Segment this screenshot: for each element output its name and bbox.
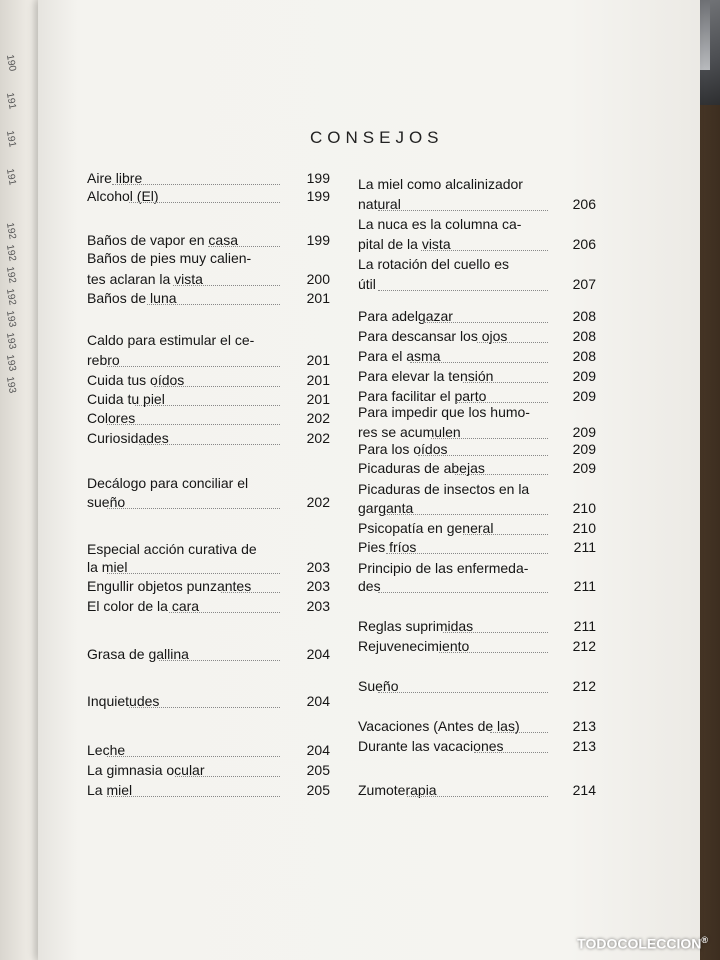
right-entry-page-number: 208	[572, 308, 596, 324]
watermark-brand: TODOCOLECCION	[577, 936, 702, 952]
right-dot-leader	[431, 438, 548, 439]
right-entry-label: La rotación del cuello es	[358, 256, 509, 272]
right-entry-label: Pies fríos	[358, 539, 417, 555]
left-entry-label: Cuida tu piel	[87, 391, 165, 407]
right-dot-leader	[474, 752, 548, 753]
page-title: CONSEJOS	[310, 128, 444, 147]
right-entry-label: útil	[358, 276, 376, 292]
left-entry-label: Caldo para estimular el ce-	[87, 332, 255, 348]
edge-page-number: 193	[3, 331, 18, 351]
right-entry-label: Para elevar la tensión	[358, 368, 494, 384]
right-entry-label: La miel como alcalinizador	[358, 176, 523, 192]
right-entry-page-number: 214	[572, 782, 596, 798]
left-entry-label: Colores	[87, 410, 136, 426]
left-dot-leader	[173, 285, 280, 286]
left-dot-leader	[107, 366, 280, 367]
left-dot-leader	[139, 444, 280, 445]
edge-page-number: 191	[3, 129, 18, 149]
edge-page-number: 190	[3, 53, 18, 73]
left-dot-leader	[129, 202, 280, 203]
right-entry-label: Para el asma	[358, 348, 441, 364]
book-page	[38, 0, 700, 960]
right-entry-label: Durante las vacaciones	[358, 738, 504, 754]
edge-page-number: 192	[3, 265, 18, 285]
left-entry-label: tes aclaran la vista	[87, 271, 203, 287]
left-entry-page-number: 202	[306, 494, 330, 510]
left-entry-page-number: 201	[306, 290, 330, 306]
right-dot-leader	[378, 210, 548, 211]
right-entry-page-number: 209	[572, 424, 596, 440]
right-entry-page-number: 212	[572, 678, 596, 694]
right-dot-leader	[378, 692, 548, 693]
left-dot-leader	[135, 405, 280, 406]
left-dot-leader	[107, 424, 280, 425]
right-entry-page-number: 213	[572, 738, 596, 754]
left-dot-leader	[129, 707, 280, 708]
right-dot-leader	[421, 250, 548, 251]
right-entry-page-number: 210	[572, 500, 596, 516]
left-entry-label: Aire libre	[87, 170, 143, 186]
left-entry-label: El color de la cara	[87, 598, 200, 614]
right-entry-label: Rejuvenecimiento	[358, 638, 470, 654]
right-entry-page-number: 211	[573, 539, 596, 555]
right-entry-page-number: 212	[572, 638, 596, 654]
left-dot-leader	[107, 796, 280, 797]
edge-page-number: 192	[3, 221, 18, 241]
left-entry-page-number: 204	[306, 693, 330, 709]
left-entry-label: rebro	[87, 352, 120, 368]
edge-page-number: 193	[3, 353, 18, 373]
right-entry-page-number: 210	[572, 520, 596, 536]
left-entry-page-number: 201	[306, 352, 330, 368]
left-dot-leader	[154, 386, 280, 387]
right-entry-page-number: 211	[573, 578, 596, 594]
right-entry-page-number: 211	[573, 618, 596, 634]
left-dot-leader	[221, 592, 280, 593]
left-entry-page-number: 201	[306, 372, 330, 388]
left-entry-label: Decálogo para conciliar el	[87, 475, 249, 491]
right-dot-leader	[386, 553, 548, 554]
left-entry-label: Baños de luna	[87, 290, 177, 306]
right-dot-leader	[378, 290, 548, 291]
left-entry-page-number: 200	[306, 271, 330, 287]
right-dot-leader	[443, 632, 548, 633]
left-dot-leader	[107, 573, 280, 574]
right-entry-label: Psicopatía en general	[358, 520, 494, 536]
edge-page-number: 192	[3, 243, 18, 263]
right-dot-leader	[439, 652, 548, 653]
right-entry-page-number: 209	[572, 388, 596, 404]
right-entry-label: garganta	[358, 500, 414, 516]
right-dot-leader	[456, 402, 548, 403]
left-entry-label: Cuida tus oídos	[87, 372, 185, 388]
edge-page-number: 191	[3, 167, 18, 187]
left-entry-label: Alcohol (El)	[87, 188, 159, 204]
watermark	[577, 935, 708, 952]
left-entry-page-number: 202	[306, 430, 330, 446]
left-entry-page-number: 199	[306, 188, 330, 204]
left-entry-label: La miel	[87, 782, 133, 798]
left-entry-label: Leche	[87, 742, 126, 758]
right-entry-page-number: 206	[572, 196, 596, 212]
left-entry-page-number: 202	[306, 410, 330, 426]
left-dot-leader	[208, 246, 280, 247]
right-entry-label: Para descansar los ojos	[358, 328, 508, 344]
right-dot-leader	[378, 592, 548, 593]
right-entry-label: res se acumulen	[358, 424, 461, 440]
left-dot-leader	[169, 612, 280, 613]
left-entry-label: Especial acción curativa de	[87, 541, 257, 557]
left-dot-leader	[107, 756, 280, 757]
left-entry-label: Inquietudes	[87, 693, 160, 709]
right-entry-label: pital de la vista	[358, 236, 451, 252]
right-entry-label: Para adelgazar	[358, 308, 453, 324]
left-entry-label: Grasa de gallina	[87, 646, 189, 662]
right-entry-label: Para impedir que los humo-	[358, 404, 530, 420]
right-entry-label: Vacaciones (Antes de las)	[358, 718, 520, 734]
left-dot-leader	[112, 184, 280, 185]
left-entry-page-number: 203	[306, 598, 330, 614]
edge-page-number: 193	[3, 375, 18, 395]
edge-page-number: 192	[3, 287, 18, 307]
right-entry-page-number: 213	[572, 718, 596, 734]
left-entry-page-number: 204	[306, 646, 330, 662]
right-entry-page-number: 209	[572, 368, 596, 384]
right-entry-page-number: 209	[572, 460, 596, 476]
left-entry-page-number: 204	[306, 742, 330, 758]
left-entry-page-number: 203	[306, 578, 330, 594]
right-dot-leader	[455, 474, 548, 475]
right-dot-leader	[490, 732, 548, 733]
right-dot-leader	[383, 514, 548, 515]
right-dot-leader	[463, 534, 548, 535]
left-entry-page-number: 205	[306, 782, 330, 798]
right-entry-label: Para facilitar el parto	[358, 388, 487, 404]
right-entry-page-number: 208	[572, 348, 596, 364]
left-dot-leader	[147, 304, 280, 305]
left-entry-label: Baños de vapor en casa	[87, 232, 238, 248]
right-dot-leader	[418, 455, 549, 456]
left-entry-label: Curiosidades	[87, 430, 169, 446]
right-dot-leader	[407, 796, 548, 797]
right-entry-label: Sueño	[358, 678, 399, 694]
right-entry-page-number: 208	[572, 328, 596, 344]
left-entry-label: Baños de pies muy calien-	[87, 250, 252, 266]
left-entry-page-number: 199	[306, 170, 330, 186]
right-entry-label: Picaduras de insectos en la	[358, 481, 530, 497]
right-entry-label: La nuca es la columna ca-	[358, 216, 522, 232]
left-dot-leader	[107, 508, 280, 509]
right-entry-page-number: 209	[572, 441, 596, 457]
right-dot-leader	[477, 342, 548, 343]
left-entry-page-number: 201	[306, 391, 330, 407]
right-entry-page-number: 206	[572, 236, 596, 252]
right-entry-label: Reglas suprimidas	[358, 618, 474, 634]
edge-page-number: 193	[3, 309, 18, 329]
right-entry-label: natural	[358, 196, 401, 212]
right-dot-leader	[463, 382, 548, 383]
left-entry-label: La gimnasia ocular	[87, 762, 205, 778]
right-entry-label: des	[358, 578, 381, 594]
right-entry-page-number: 207	[572, 276, 596, 292]
left-entry-page-number: 203	[306, 559, 330, 575]
watermark-suffix: ®	[701, 935, 708, 946]
edge-page-number: 191	[3, 91, 18, 111]
right-entry-label: Picaduras de abejas	[358, 460, 485, 476]
right-entry-label: Principio de las enfermeda-	[358, 560, 529, 576]
left-dot-leader	[175, 776, 280, 777]
left-entry-page-number: 199	[306, 232, 330, 248]
right-entry-label: Zumoterapia	[358, 782, 437, 798]
left-entry-page-number: 205	[306, 762, 330, 778]
left-dot-leader	[159, 660, 280, 661]
left-entry-label: la miel	[87, 559, 128, 575]
left-entry-label: sueño	[87, 494, 126, 510]
left-entry-label: Engullir objetos punzantes	[87, 578, 252, 594]
right-entry-label: Para los oídos	[358, 441, 448, 457]
right-dot-leader	[410, 362, 548, 363]
right-dot-leader	[423, 322, 548, 323]
